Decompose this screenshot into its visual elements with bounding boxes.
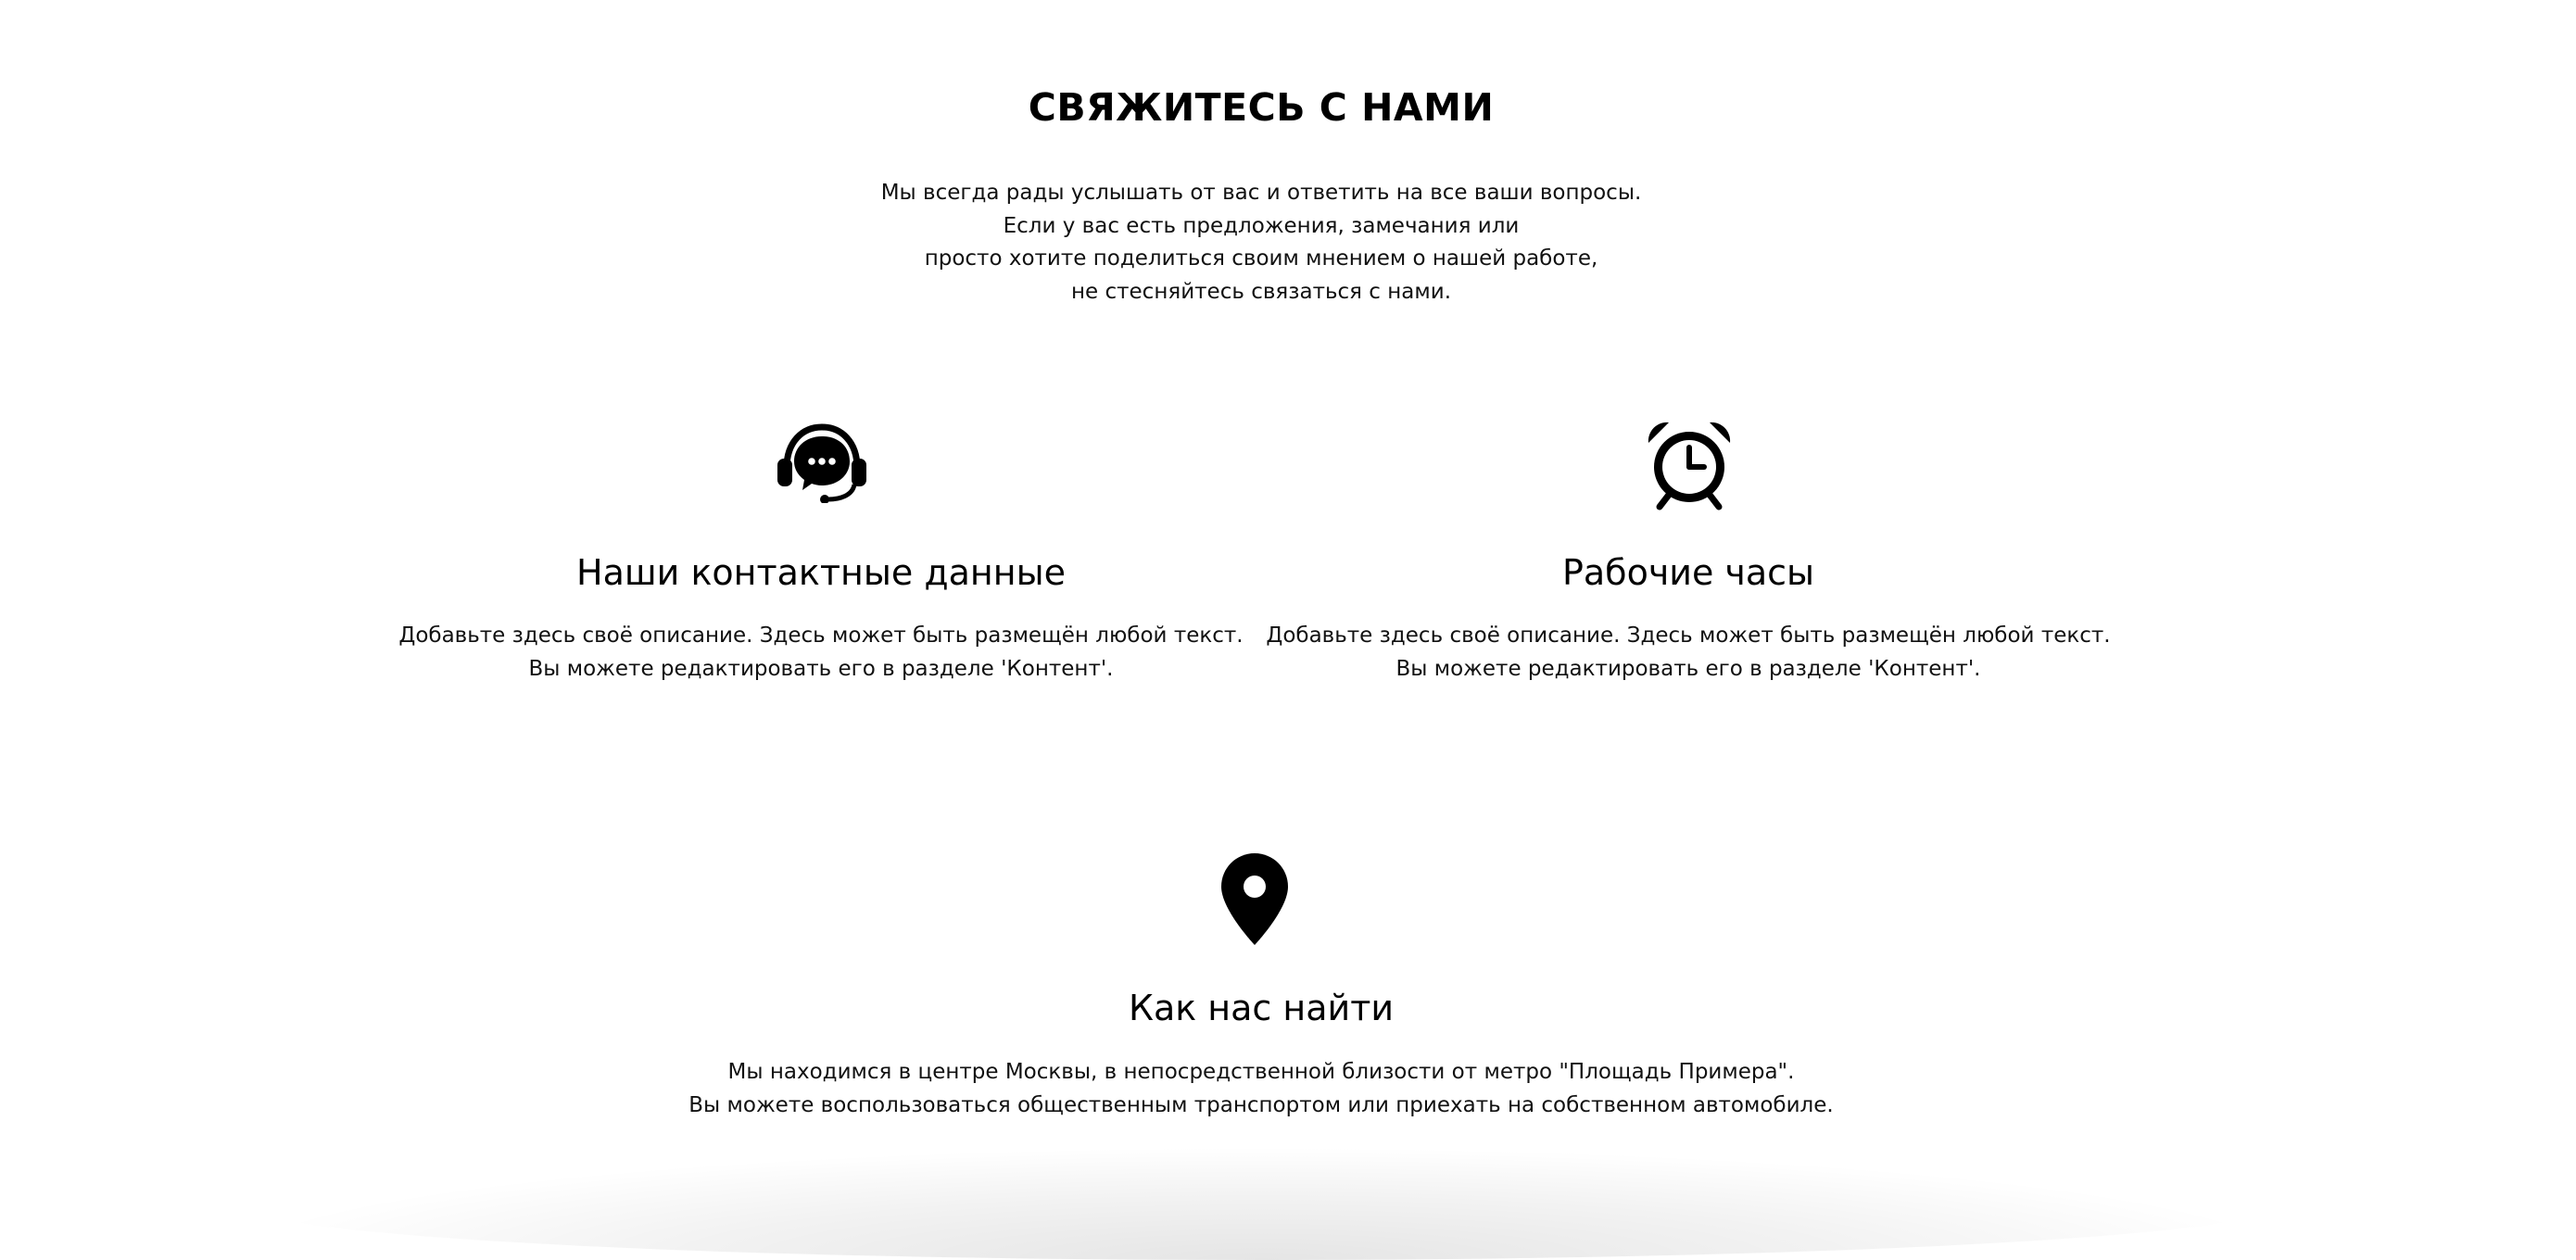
intro-line: Если у вас есть предложения, замечания или <box>1003 213 1520 238</box>
card-description <box>358 620 1284 686</box>
page-title: СВЯЖИТЕСЬ С НАМИ <box>1028 85 1495 130</box>
map-pin-icon <box>1219 850 1291 948</box>
card-title: Рабочие часы <box>1561 552 1815 593</box>
headset-chat-icon <box>775 422 869 503</box>
intro-line: Мы всегда рады услышать от вас и ответить на все ваши вопросы. <box>880 181 1642 205</box>
card-description-line: Добавьте здесь своё описание. Здесь может быть размещён любой текст. <box>398 624 1244 648</box>
footer-shadow <box>241 1149 2281 1260</box>
card-description-line: Вы можете редактировать его в разделе 'Контент'. <box>1395 656 1981 681</box>
intro-line: не стесняйтесь связаться с нами. <box>1070 279 1452 304</box>
intro-line: просто хотите поделиться своим мнением о нашей работе, <box>924 246 1598 271</box>
alarm-clock-icon <box>1641 415 1737 511</box>
card-description-line: Мы находимся в центре Москвы, в непосредственной близости от метро "Площадь Примера". <box>727 1060 1795 1084</box>
card-title: Наши контактные данные <box>576 552 1066 593</box>
card-description-line: Вы можете редактировать его в разделе 'Контент'. <box>528 656 1114 681</box>
card-description-line: Добавьте здесь своё описание. Здесь может быть размещён любой текст. <box>1266 624 2111 648</box>
card-title: Как нас найти <box>1128 988 1395 1028</box>
intro-text <box>0 177 2522 309</box>
card-description <box>612 1056 1910 1122</box>
card-description-line: Вы можете воспользоваться общественным транспортом или приехать на собственном автомобиле. <box>688 1092 1834 1117</box>
card-description <box>1225 620 2152 686</box>
